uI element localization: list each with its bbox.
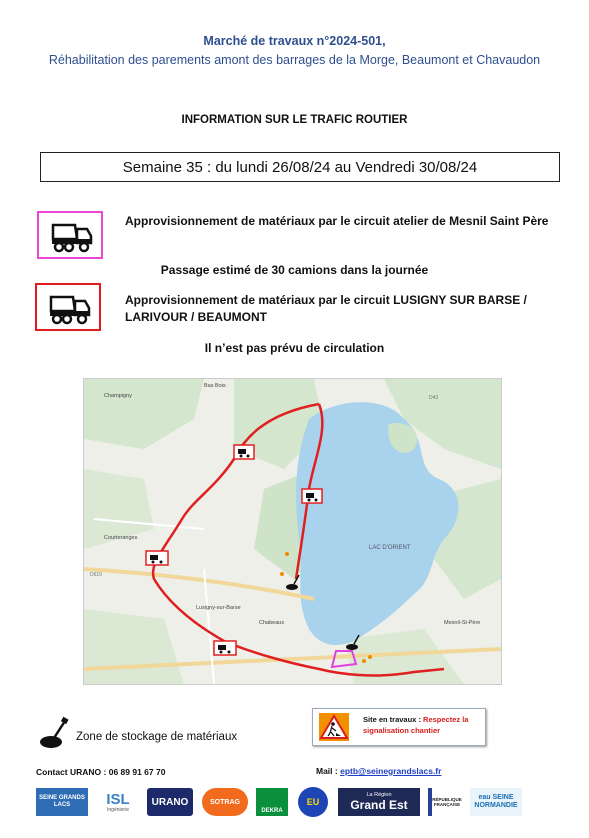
truck-icon [47,291,91,325]
region-logo-top: La Région [366,792,392,798]
truck-icon [49,219,93,253]
agence-eau-logo: eau SEINE NORMANDIE [470,788,522,816]
town-label: Chabeaux [259,620,285,626]
seine-grands-lacs-logo: SEINE GRANDS LACS [36,788,88,816]
sotrag-logo: SOTRAG [202,788,248,816]
republique-francaise-logo: RÉPUBLIQUE FRANÇAISE [428,788,462,816]
road-label: D43 [429,395,439,401]
urano-logo: URANO [147,788,193,816]
town-label: Lusigny-sur-Barse [196,605,241,611]
contact-mail [316,766,441,776]
contact-phone: Contact URANO : 06 89 91 67 70 [36,767,166,777]
road-label: D619 [90,572,102,578]
red-truck-legend [35,283,101,331]
region-logo-name: Grand Est [350,798,408,812]
map-graphic [84,379,501,684]
roadworks-sign-icon [319,713,349,741]
storage-pile-icon [38,716,72,750]
mail-label: Mail : [316,766,341,776]
truck-marker [234,445,254,459]
town-label: Courteranges [104,535,138,541]
dekra-logo: DEKRA [256,788,288,816]
item1-text: Approvisionnement de matériaux par le circuit atelier de Mesnil Saint Père [125,214,549,228]
mail-link[interactable]: eptb@seinegrandslacs.fr [340,766,442,776]
isl-logo-sub: Ingénierie [107,806,129,813]
pink-truck-legend [37,211,103,259]
wood-label: Bas Bois [204,383,226,389]
route-map [83,378,502,685]
town-label: Champigny [104,393,132,399]
worksite-warning [312,708,486,746]
lake-label: LAC D'ORIENT [369,545,411,551]
contract-title: Marché de travaux n°2024-501, [203,34,386,48]
isl-logo [98,788,138,816]
isl-logo-text: ISL [106,790,130,808]
eu-logo: EU [298,787,328,817]
truck-marker [302,489,322,503]
warning-text: Respectez la signalisation chantier [363,715,469,735]
section-title: INFORMATION SUR LE TRAFIC ROUTIER [181,114,408,126]
item1-note: Passage estimé de 30 camions dans la journée [160,263,429,277]
truck-marker [214,641,236,655]
contract-subtitle: Réhabilitation des parements amont des barrages de la Morge, Beaumont et Chavaudon [48,53,541,67]
region-grand-est-logo [338,788,420,816]
storage-legend-label: Zone de stockage de matériaux [76,731,238,743]
item2-note: Il n’est pas prévu de circulation [204,341,385,355]
week-banner: Semaine 35 : du lundi 26/08/24 au Vendredi 30/08/24 [40,152,560,182]
item2-text: Approvisionnement de matériaux par le circuit LUSIGNY SUR BARSE / LARIVOUR / BEAUMONT [125,293,527,324]
town-label: Mesnil-St-Père [444,620,481,626]
truck-marker [146,551,168,565]
warning-prefix: Site en travaux : [363,715,424,724]
